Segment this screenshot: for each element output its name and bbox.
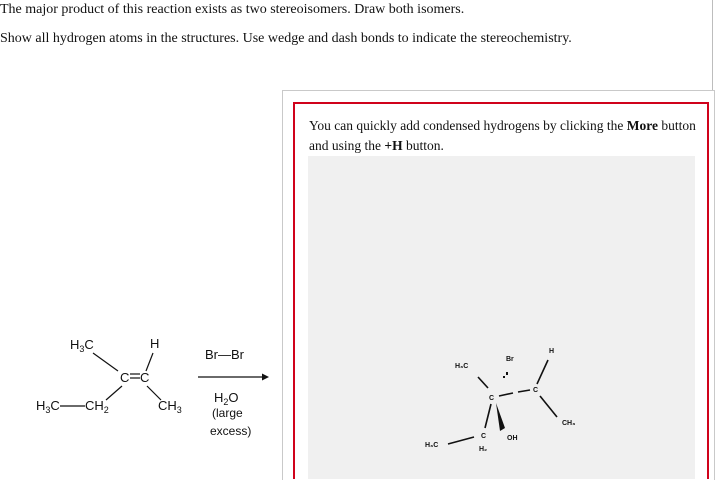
reaction-arrowhead [262,374,269,381]
drawn-dash-bond-br [503,372,508,378]
hint-part-1: You can quickly add condensed hydrogens by clicking the [309,118,627,133]
drawn-h3c-top[interactable]: H₃C [455,363,469,370]
reactant-carbon-right: C [140,370,150,385]
drawn-bond-c-c [499,393,513,396]
bond-c-to-ch2 [106,386,122,400]
drawn-wedge-bond-oh [496,403,505,431]
drawn-br[interactable]: Br [506,356,514,363]
bond-h-to-c [146,353,153,371]
drawn-bond-c-h [537,360,548,384]
reactant-ch2: $CH_2$ [85,398,109,415]
reactant-carbon-left: C [120,370,130,385]
hint-text [309,116,704,156]
reactant-ch3: $CH_3$ [158,398,182,415]
drawn-bond-h3c-c [478,377,488,388]
more-button-reference: More [626,118,658,133]
drawn-bond-c-c-2 [518,390,530,392]
plus-h-button-reference: +H [384,138,403,153]
reactant-h-top: H [150,336,160,351]
condition-excess: excess) [210,424,252,438]
drawn-c-center[interactable]: C [489,395,495,402]
drawn-structure[interactable] [410,340,590,465]
reagent-water: $H_2O$ [214,390,239,407]
drawn-oh[interactable]: OH [507,435,518,442]
drawn-h[interactable]: H [549,348,555,355]
reagent-br-br: Br—Br [205,347,244,362]
drawn-c-bottom[interactable]: C [481,433,487,440]
drawn-c-right[interactable]: C [533,387,539,394]
reaction-scheme [0,330,285,450]
drawn-bond-c-ch3 [540,396,557,417]
reactant-h3c-top: $H_3C$ [70,337,94,354]
question-line-1: The major product of this reaction exists as two stereoisomers. Draw both isomers. [0,2,465,17]
question-line-2: Show all hydrogen atoms in the structures. Use wedge and dash bonds to indicate the stereochemistry. [0,31,572,46]
bond-c-to-ch3 [147,386,161,400]
drawn-ch3[interactable]: CH₃ [562,420,576,427]
drawn-bond-c-cbottom [485,404,491,428]
bond-h3c-to-c [93,353,118,371]
condition-large: (large [212,406,243,420]
hint-part-3: button. [402,138,444,153]
drawn-bond-h3c-cbottom [448,437,474,444]
drawn-h2[interactable]: H₂ [479,446,488,453]
reactant-h3c-bottom: $H_3C$ [36,398,60,415]
drawn-h3c-bottom[interactable]: H₃C [425,442,439,449]
hint-part-2: button and using the [309,118,696,153]
